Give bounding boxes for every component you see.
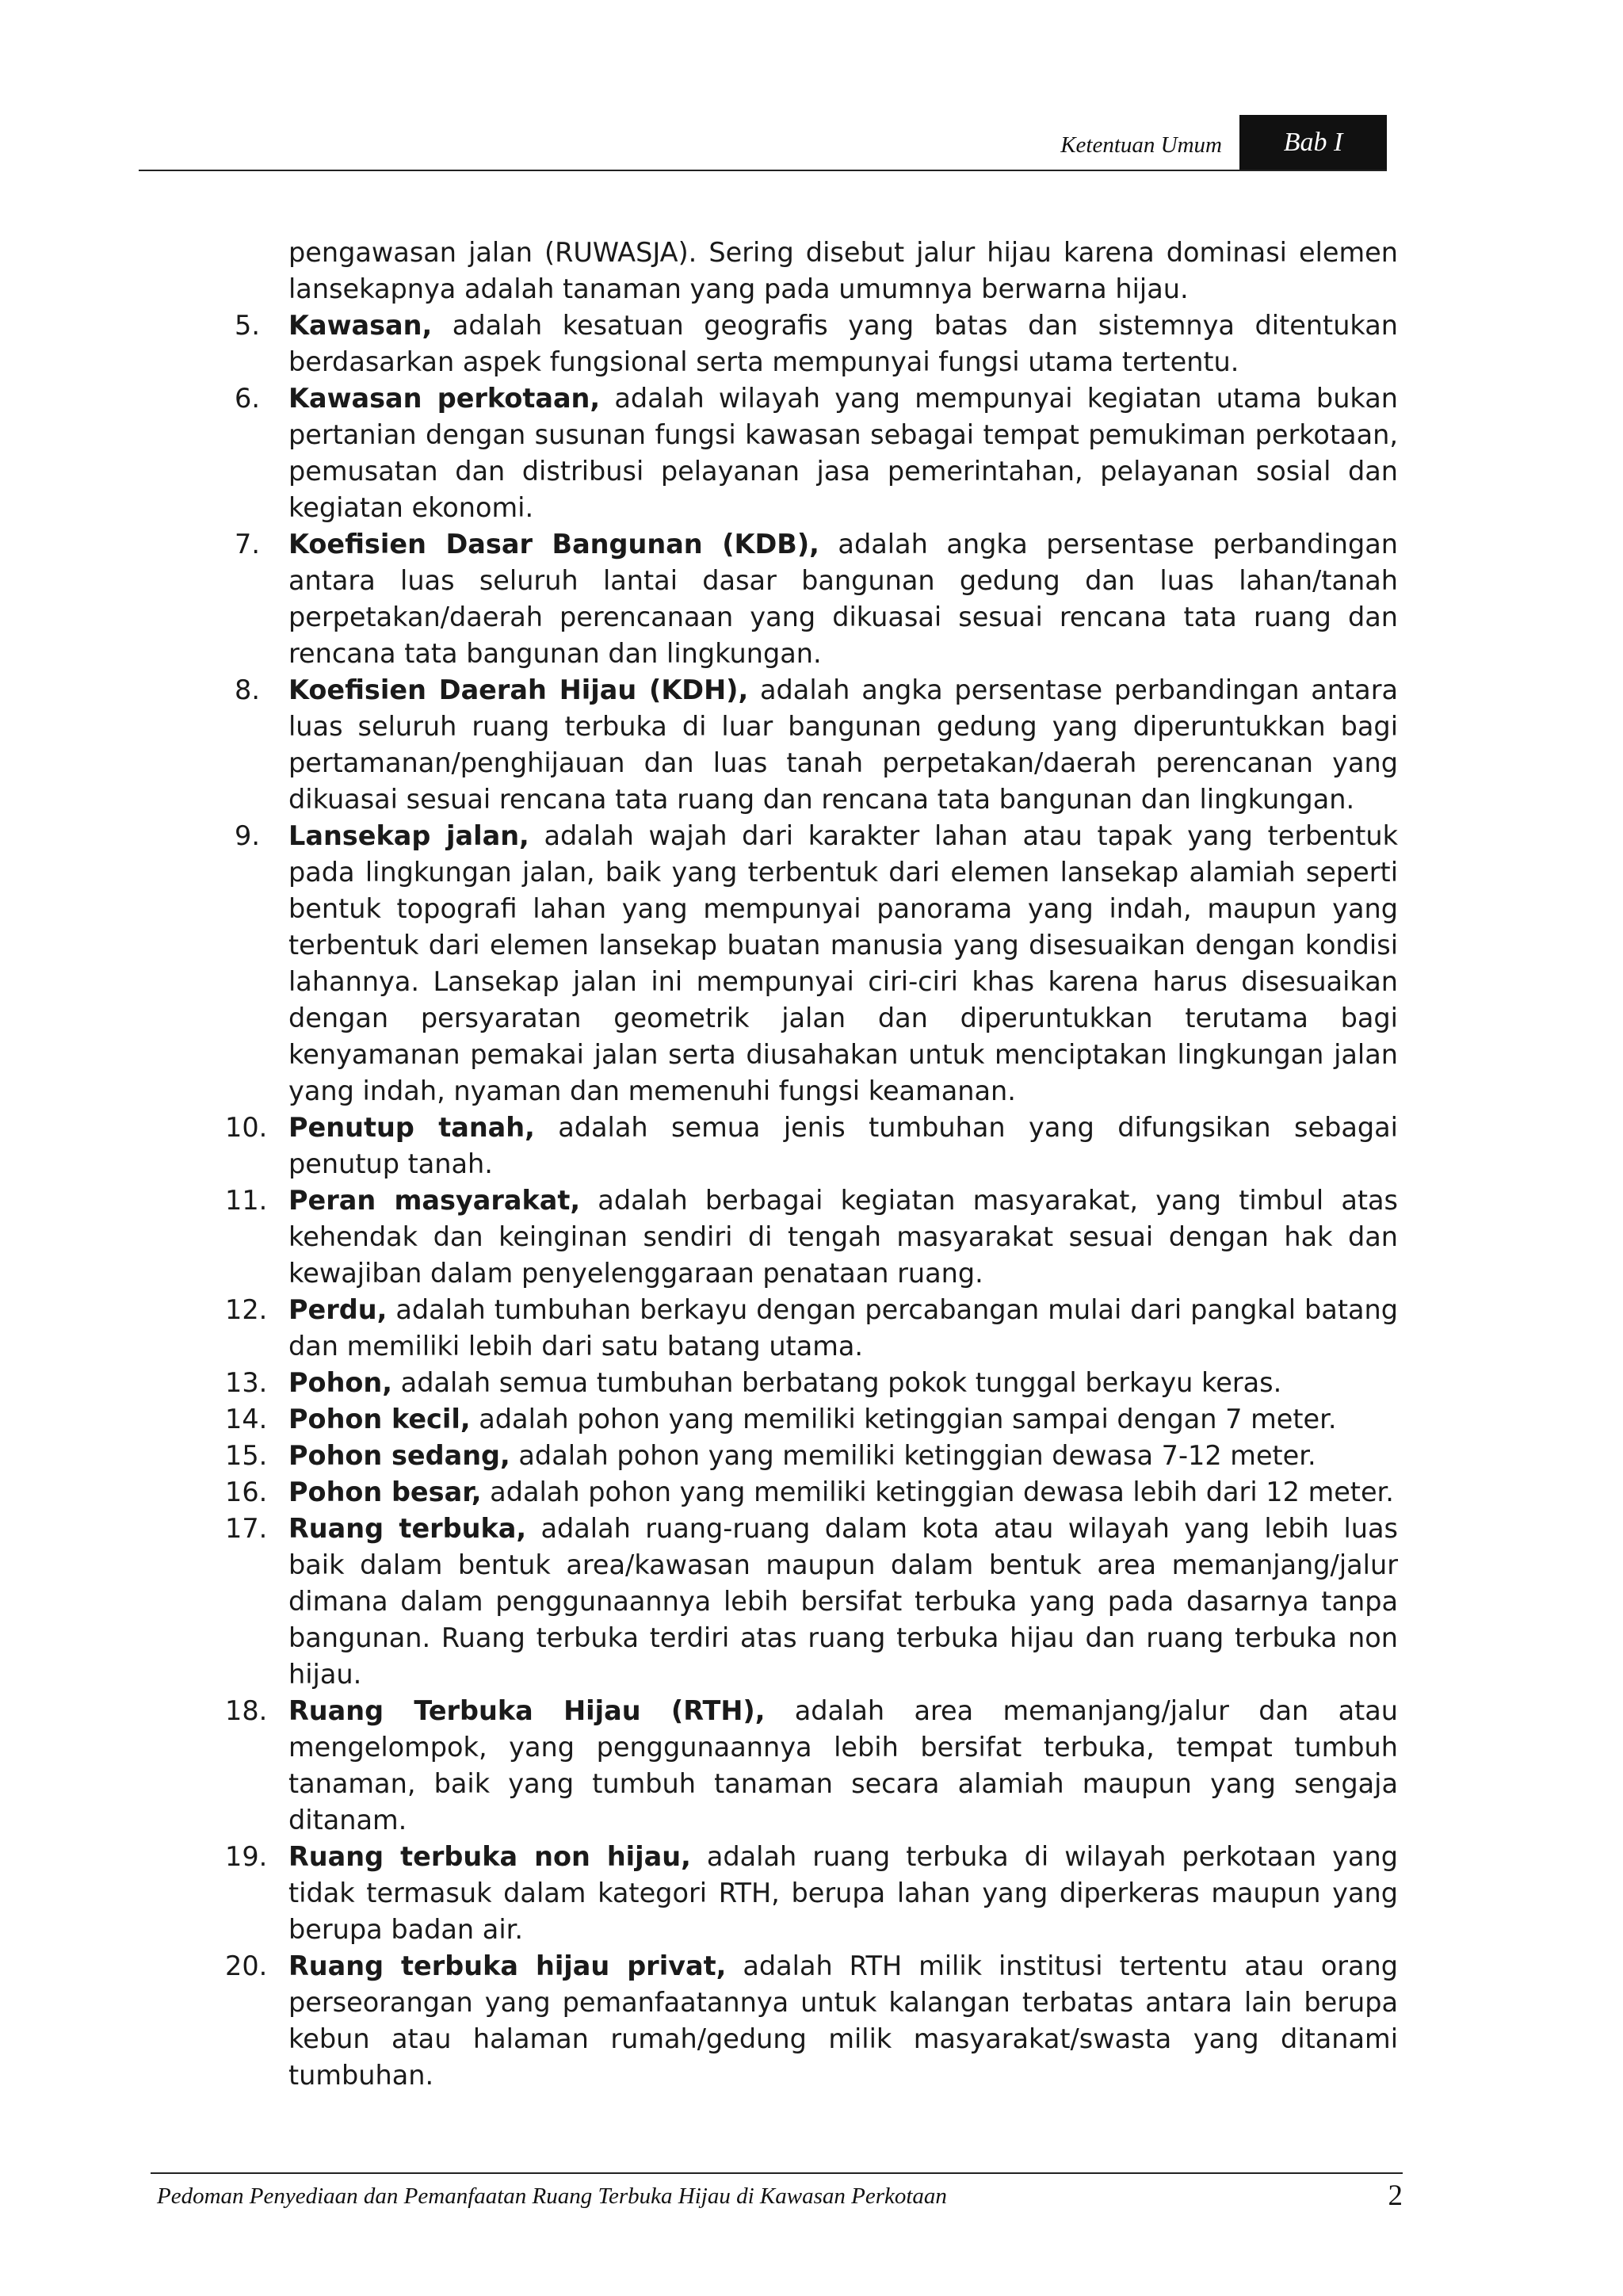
definition-term: Perdu,	[288, 1294, 388, 1325]
definition-item	[225, 818, 1398, 1110]
definition-item	[225, 1948, 1398, 2094]
definition-text: adalah area memanjang/jalur dan atau mengelompok, yang penggunaannya lebih bersifat terbuka, tempat tumbuh tanaman, baik yang tumbuh tanaman secara alamiah maupun yang sengaja ditanam.	[288, 1695, 1398, 1836]
definition-term: Ruang terbuka non hijau,	[288, 1841, 691, 1872]
definition-text: adalah wajah dari karakter lahan atau tapak yang terbentuk pada lingkungan jalan, baik yang terbentuk dari elemen lansekap alamiah seperti bentuk topografi lahan yang mempunyai panorama yang indah, maupun yang terbentuk dari elemen lansekap buatan manusia yang disesuaikan dengan kondisi lahannya. Lansekap jalan ini mempunyai ciri-ciri khas karena harus disesuaikan dengan persyaratan geometrik jalan dan diperuntukkan terutama bagi kenyamanan pemakai jalan serta diusahakan untuk menciptakan lingkungan jalan yang indah, nyaman dan memenuhi fungsi keamanan.	[288, 820, 1398, 1106]
definition-item	[225, 1401, 1398, 1438]
item-number: 14.	[225, 1404, 268, 1435]
definition-term: Ruang terbuka hijau privat,	[288, 1950, 727, 1981]
definition-term: Penutup tanah,	[288, 1112, 535, 1143]
definition-item	[225, 1110, 1398, 1182]
item-number: 10.	[225, 1112, 268, 1143]
definition-term: Pohon,	[288, 1367, 393, 1398]
definition-text: adalah angka persentase perbandingan antara luas seluruh lantai dasar bangunan gedung dan luas lahan/tanah perpetakan/daerah perencanaan yang dikuasai sesuai rencana tata ruang dan rencana tata bangunan dan lingkungan.	[288, 529, 1398, 669]
definition-item	[225, 1511, 1398, 1693]
definition-text: adalah pohon yang memiliki ketinggian dewasa lebih dari 12 meter.	[481, 1477, 1394, 1507]
definition-term: Lansekap jalan,	[288, 820, 529, 851]
definition-item	[225, 1693, 1398, 1839]
definition-item	[225, 672, 1398, 818]
page-footer	[151, 2172, 1403, 2214]
item-number: 6.	[235, 383, 260, 414]
item-number: 8.	[235, 674, 260, 705]
item-number: 7.	[235, 529, 260, 560]
definition-term: Kawasan perkotaan,	[288, 383, 601, 414]
definition-text: adalah RTH milik institusi tertentu atau orang perseorangan yang pemanfaatannya untuk kalangan terbatas antara lain berupa kebun atau halaman rumah/gedung milik masyarakat/swasta yang ditanami tumbuhan.	[288, 1950, 1398, 2091]
definition-item	[225, 1182, 1398, 1292]
definition-text: adalah semua tumbuhan berbatang pokok tunggal berkayu keras.	[392, 1367, 1282, 1398]
continuation-text: pengawasan jalan (RUWASJA). Sering disebut jalur hijau karena dominasi elemen lansekapnya adalah tanaman yang pada umumnya berwarna hijau.	[288, 237, 1398, 304]
item-number: 13.	[225, 1367, 268, 1398]
definition-term: Kawasan,	[288, 310, 433, 341]
continuation-paragraph	[225, 235, 1398, 308]
item-number: 9.	[235, 820, 260, 851]
definition-item	[225, 1292, 1398, 1365]
definition-term: Peran masyarakat,	[288, 1185, 581, 1216]
header-section-title: Ketentuan Umum	[1060, 132, 1222, 158]
definition-term: Koefisien Dasar Bangunan (KDB),	[288, 529, 819, 560]
definition-term: Pohon besar,	[288, 1477, 482, 1507]
definition-item	[225, 1839, 1398, 1948]
definition-item	[225, 1365, 1398, 1401]
item-number: 18.	[225, 1695, 268, 1726]
item-number: 17.	[225, 1513, 268, 1544]
item-number: 15.	[225, 1440, 268, 1471]
definition-text: adalah kesatuan geografis yang batas dan sistemnya ditentukan berdasarkan aspek fungsional serta mempunyai fungsi utama tertentu.	[288, 310, 1398, 377]
definitions-content	[225, 235, 1398, 2094]
page-header	[139, 115, 1387, 171]
definition-text: adalah wilayah yang mempunyai kegiatan utama bukan pertanian dengan susunan fungsi kawasan sebagai tempat pemukiman perkotaan, pemusatan dan distribusi pelayanan jasa pemerintahan, pelayanan sosial dan kegiatan ekonomi.	[288, 383, 1398, 523]
definition-text: adalah pohon yang memiliki ketinggian dewasa 7-12 meter.	[510, 1440, 1316, 1471]
definition-list	[225, 235, 1398, 2094]
definition-term: Ruang Terbuka Hijau (RTH),	[288, 1695, 766, 1726]
definition-term: Koefisien Daerah Hijau (KDH),	[288, 674, 749, 705]
item-number: 20.	[225, 1950, 268, 1981]
definition-text: adalah berbagai kegiatan masyarakat, yang timbul atas kehendak dan keinginan sendiri di tengah masyarakat sesuai dengan hak dan kewajiban dalam penyelenggaraan penataan ruang.	[288, 1185, 1398, 1289]
definition-item	[225, 308, 1398, 380]
definition-item	[225, 1438, 1398, 1474]
definition-item	[225, 526, 1398, 672]
chapter-tab: Bab I	[1239, 115, 1387, 170]
definition-term: Ruang terbuka,	[288, 1513, 527, 1544]
definition-item	[225, 1474, 1398, 1511]
definition-text: adalah semua jenis tumbuhan yang difungsikan sebagai penutup tanah.	[288, 1112, 1398, 1179]
definition-text: adalah pohon yang memiliki ketinggian sampai dengan 7 meter.	[470, 1404, 1337, 1435]
page-number: 2	[1388, 2179, 1403, 2212]
definition-text: adalah angka persentase perbandingan antara luas seluruh ruang terbuka di luar bangunan gedung yang diperuntukkan bagi pertamanan/penghijauan dan luas tanah perpetakan/daerah perencanan yang dikuasai sesuai rencana tata ruang dan rencana tata bangunan dan lingkungan.	[288, 674, 1398, 815]
item-number: 16.	[225, 1477, 268, 1507]
item-number: 11.	[225, 1185, 268, 1216]
definition-term: Pohon sedang,	[288, 1440, 510, 1471]
definition-item	[225, 380, 1398, 526]
definition-text: adalah tumbuhan berkayu dengan percabangan mulai dari pangkal batang dan memiliki lebih dari satu batang utama.	[288, 1294, 1398, 1362]
definition-term: Pohon kecil,	[288, 1404, 471, 1435]
definition-text: adalah ruang-ruang dalam kota atau wilayah yang lebih luas baik dalam bentuk area/kawasan maupun dalam bentuk area memanjang/jalur dimana dalam penggunaannya lebih bersifat terbuka yang pada dasarnya tanpa bangunan. Ruang terbuka terdiri atas ruang terbuka hijau dan ruang terbuka non hijau.	[288, 1513, 1398, 1690]
definition-text: adalah ruang terbuka di wilayah perkotaan yang tidak termasuk dalam kategori RTH, berupa lahan yang diperkeras maupun yang berupa badan air.	[288, 1841, 1399, 1945]
item-number: 5.	[235, 310, 260, 341]
item-number: 19.	[225, 1841, 268, 1872]
footer-document-title: Pedoman Penyediaan dan Pemanfaatan Ruang Terbuka Hijau di Kawasan Perkotaan	[157, 2183, 947, 2209]
item-number: 12.	[225, 1294, 268, 1325]
